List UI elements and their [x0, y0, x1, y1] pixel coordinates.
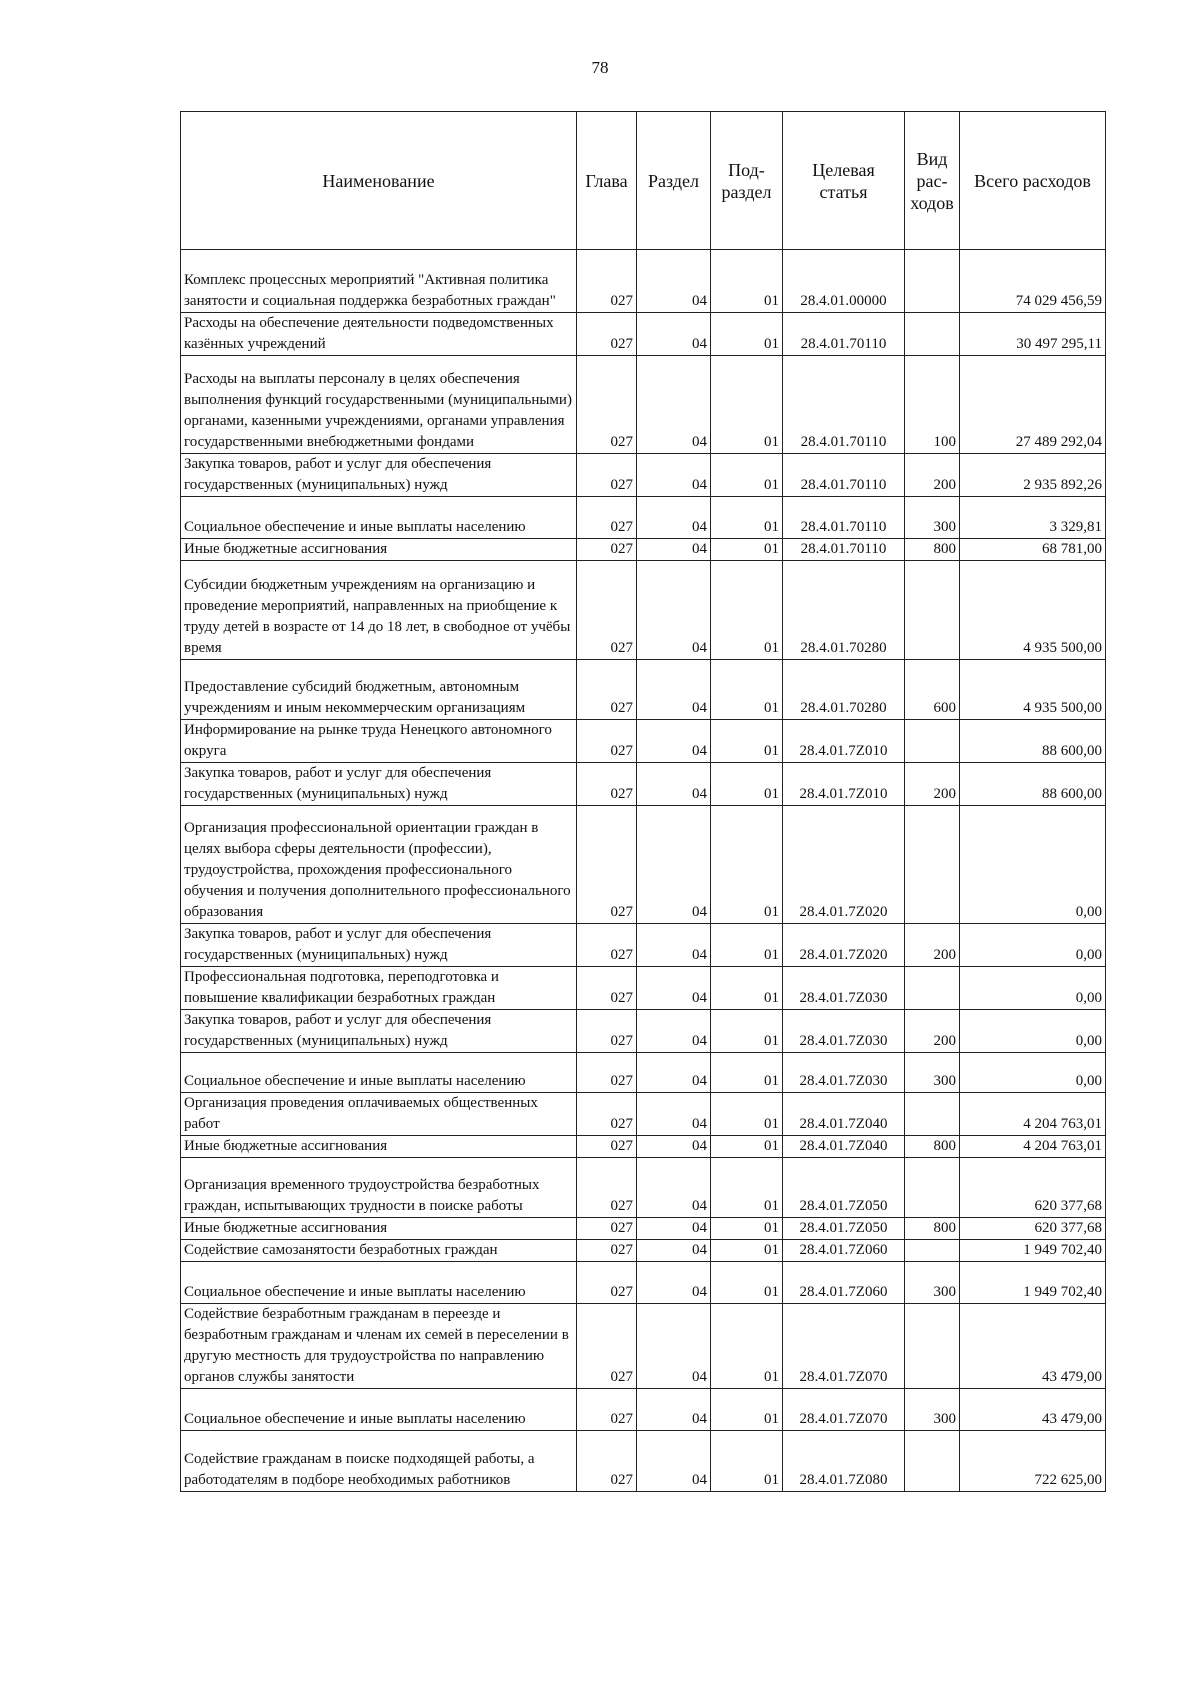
table-cell-razdel: 04: [637, 1304, 711, 1389]
table-cell-glava: 027: [577, 1431, 637, 1492]
table-row: [181, 720, 1106, 763]
table-cell-glava: 027: [577, 250, 637, 313]
table-cell-razdel: 04: [637, 967, 711, 1010]
table-cell-podrazdel: 01: [711, 454, 783, 497]
table-cell-target: 28.4.01.00000: [783, 250, 905, 313]
table-cell-podrazdel: 01: [711, 1218, 783, 1240]
budget-table: [180, 111, 1106, 1492]
table-cell-target: 28.4.01.70110: [783, 539, 905, 561]
table-cell-podrazdel: 01: [711, 561, 783, 660]
table-cell-vid: 300: [905, 1053, 960, 1093]
table-cell-podrazdel: 01: [711, 924, 783, 967]
table-cell-podrazdel: 01: [711, 1389, 783, 1431]
table-cell-vid: [905, 1304, 960, 1389]
table-cell-total: 4 204 763,01: [960, 1093, 1106, 1136]
table-cell-vid: [905, 967, 960, 1010]
table-cell-name: Профессиональная подготовка, переподготовка и повышение квалификации безработных граждан: [181, 967, 577, 1010]
table-cell-total: 0,00: [960, 967, 1106, 1010]
table-cell-target: 28.4.01.7Z030: [783, 1010, 905, 1053]
table-cell-total: 68 781,00: [960, 539, 1106, 561]
table-cell-vid: 300: [905, 1389, 960, 1431]
table-cell-razdel: 04: [637, 1136, 711, 1158]
table-cell-name: Организация проведения оплачиваемых общественных работ: [181, 1093, 577, 1136]
table-row: [181, 250, 1106, 313]
table-cell-glava: 027: [577, 1218, 637, 1240]
table-row: [181, 1431, 1106, 1492]
table-cell-glava: 027: [577, 660, 637, 720]
table-cell-name: Социальное обеспечение и иные выплаты населению: [181, 1389, 577, 1431]
table-row: [181, 660, 1106, 720]
table-cell-glava: 027: [577, 561, 637, 660]
table-cell-name: Расходы на обеспечение деятельности подведомственных казённых учреждений: [181, 313, 577, 356]
table-cell-name: Содействие безработным гражданам в переезде и безработным гражданам и членам их семей в переселении в другую местность для трудоустройства по направлению органов службы занятости: [181, 1304, 577, 1389]
table-cell-total: 0,00: [960, 924, 1106, 967]
table-cell-podrazdel: 01: [711, 1093, 783, 1136]
table-cell-podrazdel: 01: [711, 660, 783, 720]
table-cell-razdel: 04: [637, 539, 711, 561]
table-cell-name: Иные бюджетные ассигнования: [181, 539, 577, 561]
table-cell-total: 722 625,00: [960, 1431, 1106, 1492]
table-row: [181, 1136, 1106, 1158]
table-cell-target: 28.4.01.7Z060: [783, 1240, 905, 1262]
table-cell-total: 1 949 702,40: [960, 1262, 1106, 1304]
table-cell-vid: 100: [905, 356, 960, 454]
header-razdel: Раздел: [637, 112, 711, 250]
table-cell-name: Информирование на рынке труда Ненецкого автономного округа: [181, 720, 577, 763]
table-row: [181, 1389, 1106, 1431]
table-row: [181, 539, 1106, 561]
header-total: Всего расходов: [960, 112, 1106, 250]
table-row: [181, 1093, 1106, 1136]
table-cell-vid: [905, 720, 960, 763]
table-cell-glava: 027: [577, 806, 637, 924]
table-cell-total: 0,00: [960, 1010, 1106, 1053]
table-cell-vid: 200: [905, 454, 960, 497]
header-podrazdel: Под- раздел: [711, 112, 783, 250]
table-cell-glava: 027: [577, 924, 637, 967]
table-cell-total: 43 479,00: [960, 1389, 1106, 1431]
table-cell-target: 28.4.01.7Z030: [783, 967, 905, 1010]
table-cell-glava: 027: [577, 1093, 637, 1136]
table-cell-total: 1 949 702,40: [960, 1240, 1106, 1262]
table-cell-name: Социальное обеспечение и иные выплаты населению: [181, 1262, 577, 1304]
table-cell-target: 28.4.01.7Z080: [783, 1431, 905, 1492]
table-row: [181, 1218, 1106, 1240]
table-cell-name: Иные бюджетные ассигнования: [181, 1218, 577, 1240]
table-cell-razdel: 04: [637, 1093, 711, 1136]
table-cell-total: 43 479,00: [960, 1304, 1106, 1389]
table-cell-razdel: 04: [637, 497, 711, 539]
table-cell-target: 28.4.01.7Z060: [783, 1262, 905, 1304]
table-cell-target: 28.4.01.7Z070: [783, 1389, 905, 1431]
table-cell-glava: 027: [577, 454, 637, 497]
table-cell-total: 88 600,00: [960, 763, 1106, 806]
table-cell-vid: [905, 1093, 960, 1136]
table-cell-podrazdel: 01: [711, 313, 783, 356]
table-cell-name: Организация временного трудоустройства безработных граждан, испытывающих трудности в поиске работы: [181, 1158, 577, 1218]
table-cell-razdel: 04: [637, 1389, 711, 1431]
table-cell-name: Закупка товаров, работ и услуг для обеспечения государственных (муниципальных) нужд: [181, 454, 577, 497]
table-cell-glava: 027: [577, 1053, 637, 1093]
table-cell-razdel: 04: [637, 763, 711, 806]
table-row: [181, 561, 1106, 660]
table-row: [181, 806, 1106, 924]
table-cell-podrazdel: 01: [711, 1431, 783, 1492]
table-cell-vid: 300: [905, 1262, 960, 1304]
table-cell-vid: [905, 1240, 960, 1262]
table-cell-target: 28.4.01.7Z020: [783, 924, 905, 967]
table-cell-target: 28.4.01.7Z050: [783, 1218, 905, 1240]
table-cell-glava: 027: [577, 967, 637, 1010]
table-cell-total: 27 489 292,04: [960, 356, 1106, 454]
table-cell-target: 28.4.01.70110: [783, 313, 905, 356]
table-cell-glava: 027: [577, 1010, 637, 1053]
table-cell-name: Закупка товаров, работ и услуг для обеспечения государственных (муниципальных) нужд: [181, 924, 577, 967]
table-cell-vid: [905, 313, 960, 356]
table-cell-total: 4 935 500,00: [960, 660, 1106, 720]
table-row: [181, 454, 1106, 497]
table-cell-vid: [905, 561, 960, 660]
table-cell-vid: 800: [905, 1218, 960, 1240]
table-row: [181, 1262, 1106, 1304]
table-cell-razdel: 04: [637, 250, 711, 313]
table-cell-name: Комплекс процессных мероприятий "Активная политика занятости и социальная поддержка безработных граждан": [181, 250, 577, 313]
table-cell-razdel: 04: [637, 356, 711, 454]
table-cell-name: Социальное обеспечение и иные выплаты населению: [181, 1053, 577, 1093]
table-cell-name: Содействие самозанятости безработных граждан: [181, 1240, 577, 1262]
table-cell-total: 2 935 892,26: [960, 454, 1106, 497]
table-cell-razdel: 04: [637, 313, 711, 356]
table-cell-name: Субсидии бюджетным учреждениям на организацию и проведение мероприятий, направленных на приобщение к труду детей в возрасте от 14 до 18 лет, в свободное от учёбы время: [181, 561, 577, 660]
table-cell-podrazdel: 01: [711, 1262, 783, 1304]
table-cell-razdel: 04: [637, 561, 711, 660]
table-cell-podrazdel: 01: [711, 1158, 783, 1218]
table-cell-podrazdel: 01: [711, 539, 783, 561]
table-cell-vid: [905, 1431, 960, 1492]
table-cell-podrazdel: 01: [711, 356, 783, 454]
table-cell-podrazdel: 01: [711, 250, 783, 313]
table-cell-total: 4 935 500,00: [960, 561, 1106, 660]
table-cell-target: 28.4.01.7Z070: [783, 1304, 905, 1389]
table-cell-target: 28.4.01.7Z050: [783, 1158, 905, 1218]
table-cell-glava: 027: [577, 1158, 637, 1218]
table-cell-total: 0,00: [960, 806, 1106, 924]
table-cell-target: 28.4.01.7Z030: [783, 1053, 905, 1093]
table-cell-target: 28.4.01.7Z040: [783, 1136, 905, 1158]
table-cell-glava: 027: [577, 763, 637, 806]
header-vid: Вид рас- ходов: [905, 112, 960, 250]
table-row: [181, 497, 1106, 539]
table-cell-podrazdel: 01: [711, 720, 783, 763]
table-cell-target: 28.4.01.7Z010: [783, 720, 905, 763]
table-cell-razdel: 04: [637, 454, 711, 497]
table-cell-target: 28.4.01.7Z010: [783, 763, 905, 806]
table-cell-total: 620 377,68: [960, 1218, 1106, 1240]
table-cell-vid: 300: [905, 497, 960, 539]
table-cell-razdel: 04: [637, 806, 711, 924]
table-cell-target: 28.4.01.7Z020: [783, 806, 905, 924]
table-cell-glava: 027: [577, 1304, 637, 1389]
table-cell-podrazdel: 01: [711, 1240, 783, 1262]
table-cell-glava: 027: [577, 1389, 637, 1431]
table-cell-total: 74 029 456,59: [960, 250, 1106, 313]
table-header-row: [181, 112, 1106, 250]
table-cell-razdel: 04: [637, 660, 711, 720]
table-cell-total: 4 204 763,01: [960, 1136, 1106, 1158]
table-cell-glava: 027: [577, 1240, 637, 1262]
table-cell-name: Иные бюджетные ассигнования: [181, 1136, 577, 1158]
table-cell-name: Расходы на выплаты персоналу в целях обеспечения выполнения функций государственными (муниципальными) органами, казенными учреждениями, органами управления государственными внебюджетными фондами: [181, 356, 577, 454]
table-cell-vid: 800: [905, 539, 960, 561]
table-cell-vid: 200: [905, 763, 960, 806]
table-cell-vid: [905, 806, 960, 924]
table-cell-podrazdel: 01: [711, 967, 783, 1010]
table-cell-razdel: 04: [637, 1262, 711, 1304]
table-cell-razdel: 04: [637, 924, 711, 967]
header-target: Целевая статья: [783, 112, 905, 250]
table-cell-total: 30 497 295,11: [960, 313, 1106, 356]
table-cell-razdel: 04: [637, 1053, 711, 1093]
table-cell-vid: 200: [905, 1010, 960, 1053]
table-row: [181, 1304, 1106, 1389]
table-cell-razdel: 04: [637, 1218, 711, 1240]
table-cell-vid: 600: [905, 660, 960, 720]
table-cell-glava: 027: [577, 720, 637, 763]
table-row: [181, 1053, 1106, 1093]
table-cell-vid: [905, 250, 960, 313]
table-row: [181, 313, 1106, 356]
table-cell-total: 88 600,00: [960, 720, 1106, 763]
table-cell-podrazdel: 01: [711, 1053, 783, 1093]
table-cell-target: 28.4.01.70110: [783, 454, 905, 497]
table-row: [181, 356, 1106, 454]
table-row: [181, 763, 1106, 806]
table-cell-glava: 027: [577, 1136, 637, 1158]
table-cell-name: Содействие гражданам в поиске подходящей работы, а работодателям в подборе необходимых работников: [181, 1431, 577, 1492]
table-cell-podrazdel: 01: [711, 1304, 783, 1389]
header-glava: Глава: [577, 112, 637, 250]
table-cell-glava: 027: [577, 1262, 637, 1304]
table-cell-total: 0,00: [960, 1053, 1106, 1093]
table-cell-razdel: 04: [637, 1010, 711, 1053]
table-cell-total: 3 329,81: [960, 497, 1106, 539]
table-cell-name: Закупка товаров, работ и услуг для обеспечения государственных (муниципальных) нужд: [181, 763, 577, 806]
table-cell-vid: [905, 1158, 960, 1218]
table-cell-name: Закупка товаров, работ и услуг для обеспечения государственных (муниципальных) нужд: [181, 1010, 577, 1053]
table-cell-glava: 027: [577, 497, 637, 539]
table-cell-podrazdel: 01: [711, 806, 783, 924]
table-row: [181, 1158, 1106, 1218]
table-cell-vid: 800: [905, 1136, 960, 1158]
table-cell-total: 620 377,68: [960, 1158, 1106, 1218]
table-cell-name: Организация профессиональной ориентации граждан в целях выбора сферы деятельности (профессии), трудоустройства, прохождения профессионального обучения и получения дополнительного профессионального образования: [181, 806, 577, 924]
header-name: Наименование: [181, 112, 577, 250]
table-cell-glava: 027: [577, 313, 637, 356]
table-cell-podrazdel: 01: [711, 1010, 783, 1053]
table-cell-glava: 027: [577, 356, 637, 454]
table-cell-podrazdel: 01: [711, 1136, 783, 1158]
table-cell-target: 28.4.01.7Z040: [783, 1093, 905, 1136]
table-cell-podrazdel: 01: [711, 497, 783, 539]
table-cell-target: 28.4.01.70280: [783, 561, 905, 660]
table-cell-target: 28.4.01.70110: [783, 497, 905, 539]
table-row: [181, 1240, 1106, 1262]
table-cell-razdel: 04: [637, 1240, 711, 1262]
table-cell-name: Предоставление субсидий бюджетным, автономным учреждениям и иным некоммерческим организациям: [181, 660, 577, 720]
table-cell-razdel: 04: [637, 1158, 711, 1218]
table-cell-podrazdel: 01: [711, 763, 783, 806]
table-row: [181, 924, 1106, 967]
table-row: [181, 1010, 1106, 1053]
table-cell-target: 28.4.01.70280: [783, 660, 905, 720]
table-cell-glava: 027: [577, 539, 637, 561]
table-row: [181, 967, 1106, 1010]
table-cell-razdel: 04: [637, 720, 711, 763]
table-cell-vid: 200: [905, 924, 960, 967]
page-number: 78: [591, 58, 609, 77]
table-cell-target: 28.4.01.70110: [783, 356, 905, 454]
table-cell-razdel: 04: [637, 1431, 711, 1492]
table-cell-name: Социальное обеспечение и иные выплаты населению: [181, 497, 577, 539]
